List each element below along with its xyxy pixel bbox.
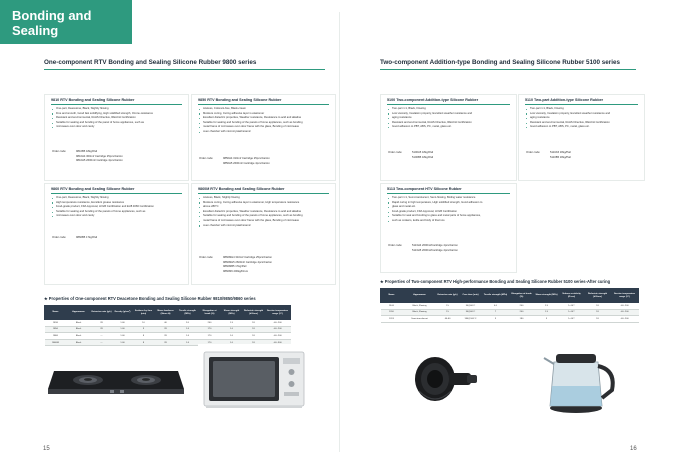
- feature-item: Food-grade product, FDA Approval, LFGB Certification and EU8 4666 Certification: [52, 205, 183, 210]
- order-line: 5100B5 18kg/Pail: [412, 155, 434, 159]
- order-code-block: [199, 157, 270, 166]
- product-card-9860m: [191, 183, 336, 285]
- order-line: 5110A5 18kg/Pail: [550, 151, 571, 154]
- table-cell: 200: [509, 309, 535, 316]
- order-line: 5110B5 18kg/Pail: [550, 155, 571, 159]
- table-cell: 10: [133, 320, 155, 327]
- feature-item: oven chamber with microcrystal/ceramic: [199, 224, 330, 229]
- table-cell: 18: [585, 309, 611, 316]
- table-cell: 28: [91, 326, 113, 333]
- table-cell: 1.00: [113, 333, 133, 340]
- feature-item: Suitable for sealing and bonding of the panels of home appliances, such as bonding: [199, 121, 330, 126]
- column-header: Cure time (min): [459, 289, 483, 303]
- column-header: Service temperature range (°C): [265, 306, 291, 320]
- page-divider: [339, 12, 340, 452]
- table-cell: 9: [133, 326, 155, 333]
- table-cell: Black, Flowing: [403, 303, 437, 310]
- feature-item: oven chamber with microcrystal/ceramic: [199, 130, 330, 135]
- table-cell: Black: [67, 320, 91, 327]
- table-cell: -40~200: [611, 309, 639, 316]
- table-cell: 18: [585, 303, 611, 310]
- feature-item: Fine and smooth, Good fast solidifying, High solidified strength, Ozone-resistance: [52, 112, 183, 117]
- feature-item: Moisture curing, Curing adhesive layer is elastomer: [199, 112, 330, 117]
- order-code-block: [199, 256, 272, 274]
- table-cell: 1.5: [535, 309, 559, 316]
- card-title: 9850 RTV Bonding and Sealing Silicone Rubber: [198, 98, 282, 102]
- column-header: Extrusion rate (g/s): [91, 306, 113, 320]
- order-code-block: [526, 151, 571, 160]
- table-cell: 200: [199, 320, 221, 327]
- order-line: 9860MB5 17kg/Pail: [223, 265, 247, 269]
- table-header-row: [45, 306, 291, 320]
- banner-title: Bonding and Sealing: [12, 8, 92, 38]
- card-title: 5113 Two-component HTV Silicone Rubber: [387, 187, 462, 191]
- table-cell: 9810: [45, 320, 67, 327]
- feature-item: Aceless, Colorant-free, Black-cream: [199, 107, 330, 112]
- table-cell: 1×10¹⁴: [559, 316, 585, 323]
- table-cell: 180@100°C: [459, 316, 483, 323]
- column-header: Appearance: [67, 306, 91, 320]
- table-cell: 30@60°C: [459, 309, 483, 316]
- column-header: Shear strength (MPa): [535, 289, 559, 303]
- product-card-5110: [518, 94, 645, 181]
- table-cell: 1.00: [113, 326, 133, 333]
- feature-item: High temperature resistance, Excellent grease resistance: [52, 201, 183, 206]
- feature-item: Two-part 1:1, Black, Flowing: [388, 107, 511, 112]
- column-header: Surface dry time (min): [133, 306, 155, 320]
- table-cell: 1.00: [113, 320, 133, 327]
- table-cell: Black: [67, 326, 91, 333]
- table-cell: 1×10¹⁴: [559, 309, 585, 316]
- table-cell: 18: [243, 333, 265, 340]
- order-line: 9860MH4 310ml/ Cartridge 25pcs/Carton: [223, 256, 272, 259]
- feature-item: Suitable for seal and bonding to glass and metal parts of home appliances,: [388, 214, 511, 219]
- column-header: Volume resistivity (Ω·cm): [559, 289, 585, 303]
- table-cell: 1×10¹⁴: [559, 303, 585, 310]
- feature-item: One-part, Deacetone, Black, Slightly flowing: [52, 107, 183, 112]
- column-header: Service temperature range (°C): [611, 289, 639, 303]
- feature-item: metal frame of microwave oven door frame with the glass, Bonding of microwave: [199, 219, 330, 224]
- feature-list: [199, 196, 330, 228]
- feature-list: [52, 196, 183, 219]
- card-rule: [198, 193, 329, 194]
- feature-item: Resistant and environmental, RoHS Directive, REACH Certification: [526, 121, 639, 126]
- feature-item: Resistant and environmental, RoHS Directive, REACH Certification: [52, 116, 183, 121]
- feature-list: [526, 107, 639, 130]
- table-cell: 170: [199, 339, 221, 346]
- card-rule: [387, 193, 510, 194]
- feature-item: microwave oven door and cavity: [52, 214, 183, 219]
- feature-item: Resistant and environmental, RoHS Directive, REACH Certification: [388, 121, 511, 126]
- table-cell: -40~300: [265, 339, 291, 346]
- feature-item: Low viscosity, Insulation property, Excellent weather resistance and: [526, 112, 639, 117]
- order-line: 5100A5 18kg/Pail: [412, 151, 434, 154]
- card-title: 9860M RTV Bonding and Sealing Silicone Rubber: [198, 187, 285, 191]
- table-cell: 28: [91, 320, 113, 327]
- table-cell: —: [91, 333, 113, 340]
- table-cell: 15: [437, 303, 459, 310]
- card-title: 5100 Two-component Addition-type Silicone Rubber: [387, 98, 479, 102]
- table-cell: 28: [155, 339, 177, 346]
- card-rule: [387, 104, 510, 105]
- table-cell: 9850: [45, 326, 67, 333]
- table-cell: 3: [483, 316, 509, 323]
- table-cell: 1.6: [177, 339, 199, 346]
- table-cell: 28: [155, 326, 177, 333]
- table-cell: -40~200: [611, 316, 639, 323]
- feature-list: [388, 107, 511, 130]
- order-label: Order code:: [52, 236, 67, 239]
- table-cell: 1.00: [113, 339, 133, 346]
- card-title: 5110 Two-part Addition-type Silicone Rubber: [525, 98, 604, 102]
- table-cell: -40~200: [611, 303, 639, 310]
- feature-item: Rapid curing in high temperature, High solidified strength, Good adhesion to: [388, 201, 511, 206]
- order-label: Order code:: [199, 157, 214, 160]
- column-header: Extrusion rate (g/s): [437, 289, 459, 303]
- table-cell: Black: [67, 339, 91, 346]
- table-cell: 18: [585, 316, 611, 323]
- order-line: 9850H5 2600ml/ Cartridge 4pcs/Carton: [223, 161, 270, 165]
- left-properties-table: [44, 305, 291, 346]
- table-cell: 1.5: [221, 320, 243, 327]
- table-cell: 18: [243, 320, 265, 327]
- card-rule: [198, 104, 329, 105]
- table-row: [381, 303, 639, 310]
- table-cell: 18: [243, 326, 265, 333]
- table-cell: 1.0: [221, 339, 243, 346]
- column-header: Dielectric strength (kV/mm): [585, 289, 611, 303]
- column-header: Shear strength (MPa): [221, 306, 243, 320]
- product-card-9860: [44, 183, 189, 285]
- table-row: [381, 309, 639, 316]
- left-properties-title: ★ Properties of One-component RTV Deacetone Bonding and Sealing Silicone Rubber 9810/9850/9860 series: [44, 296, 256, 301]
- column-header: Dielectric strength (kV/mm): [243, 306, 265, 320]
- order-line: 9850H4 310ml/ Cartridge 25pcs/Carton: [223, 157, 270, 160]
- feature-item: Low viscosity, Insulation property, Excellent weather resistance and: [388, 112, 511, 117]
- table-cell: 200: [509, 303, 535, 310]
- table-cell: 1.6: [177, 333, 199, 340]
- order-line: 9860MH5 2600ml/ Cartridge 4pcs/Carton: [223, 260, 272, 264]
- right-section-rule: [380, 69, 636, 70]
- table-cell: 3: [535, 316, 559, 323]
- order-label: Order code:: [52, 150, 67, 153]
- table-cell: 1.0: [221, 326, 243, 333]
- column-header: Tensile strength (MPa): [177, 306, 199, 320]
- order-line: 9860B5 17kg/Pail: [76, 236, 98, 239]
- left-section-title: One-component RTV Bonding and Sealing Silicone Rubber 9800 series: [44, 59, 257, 66]
- feature-item: Excellent dielectric properties, Weather resistance, Resistance to acid and alkaline: [199, 210, 330, 215]
- order-line: 9810B5 18kg/Pail: [76, 150, 98, 153]
- product-card-5113: [380, 183, 517, 273]
- table-cell: 1.0: [221, 333, 243, 340]
- order-line: 9810H4 300ml/ Cartridge 25pcs/Carton: [76, 154, 123, 158]
- table-row: [45, 320, 291, 327]
- glass-kettle-photo: [536, 340, 624, 416]
- feature-item: microwave oven door and cavity: [52, 125, 183, 130]
- order-code-block: [388, 151, 433, 160]
- column-header: Name: [45, 306, 67, 320]
- table-row: [45, 326, 291, 333]
- table-cell: 5100: [381, 303, 403, 310]
- table-cell: 18: [243, 339, 265, 346]
- table-cell: 4.0: [483, 303, 509, 310]
- order-code-block: [52, 236, 97, 241]
- table-cell: 1.6: [177, 326, 199, 333]
- feature-item: above 280°C: [199, 205, 330, 210]
- table-cell: 8: [133, 339, 155, 346]
- order-line: 9860M6 200kg/Drum: [223, 269, 249, 273]
- order-label: Order code:: [388, 151, 403, 154]
- table-cell: 5113: [381, 316, 403, 323]
- table-cell: Semi-translucent: [403, 316, 437, 323]
- page-number-left: 15: [43, 446, 50, 452]
- table-cell: 2.0: [177, 320, 199, 327]
- feature-item: glass and metal etc.: [388, 205, 511, 210]
- feature-item: Good adhesion to PBT, ABS, PC, metal, glass etc.: [388, 125, 511, 130]
- feature-item: Good adhesion to PBT, ABS, PC, metal, glass etc.: [526, 125, 639, 130]
- feature-list: [388, 196, 511, 224]
- feature-item: metal frame of microwave oven door frame with the glass, Bonding of microwave: [199, 125, 330, 130]
- table-cell: 28: [155, 333, 177, 340]
- table-cell: —: [91, 339, 113, 346]
- feature-item: Food-grade product, FDA Approval, LFGB Certification: [388, 210, 511, 215]
- feature-item: Suitable for sealing and bonding of the panels of home appliances, such as bonding: [199, 214, 330, 219]
- table-row: [381, 316, 639, 323]
- table-cell: -40~200: [265, 326, 291, 333]
- column-header: Tensile strength (MPa): [483, 289, 509, 303]
- feature-item: aging resistance: [526, 116, 639, 121]
- table-cell: 170: [199, 333, 221, 340]
- feature-item: Suitable for sealing and bonding of the panels of home appliances, such as: [52, 210, 183, 215]
- feature-item: aging resistance: [388, 116, 511, 121]
- feature-item: Two-part 1:1, Black, Flowing: [526, 107, 639, 112]
- table-cell: Black, Flowing: [403, 309, 437, 316]
- order-line: 5113H4 2600ml/Cartridge 4pcs/Carton: [412, 244, 458, 247]
- right-properties-title: ★ Properties of Two-component RTV High-performance Bonding and Sealing Silicone Rubber 5100 series-After curing: [380, 279, 611, 284]
- table-cell: -40~200: [265, 333, 291, 340]
- microwave-oven-photo: [198, 344, 310, 412]
- table-cell: 5110: [381, 309, 403, 316]
- column-header: Appearance: [403, 289, 437, 303]
- feature-item: such as cookers, kettle and body of thermos: [388, 219, 511, 224]
- table-cell: -40~200: [265, 320, 291, 327]
- column-header: Name: [381, 289, 403, 303]
- product-card-5100: [380, 94, 517, 181]
- product-card-9850: [191, 94, 336, 181]
- table-row: [45, 333, 291, 340]
- order-label: Order code:: [199, 256, 214, 259]
- car-sensor-photo: [405, 345, 485, 415]
- card-title: 9860 RTV Bonding and Sealing Silicone Rubber: [51, 187, 135, 191]
- order-label: Order code:: [388, 244, 403, 247]
- table-cell: 9860: [45, 333, 67, 340]
- card-rule: [51, 104, 182, 105]
- order-label: Order code:: [526, 151, 541, 154]
- table-cell: 180: [509, 316, 535, 323]
- order-code-block: [52, 150, 123, 164]
- feature-item: Excellent dielectric properties, Weather resistance, Resistance to acid and alkaline: [199, 116, 330, 121]
- feature-item: Two-part 1:1, Semi-translucent, Semi-flowing, Boiling water resistance: [388, 196, 511, 201]
- table-cell: 8: [133, 333, 155, 340]
- order-line: 9810H5 2600ml/ Cartridge 4pcs/Carton: [76, 159, 123, 163]
- column-header: Shore hardness (Shore A): [155, 306, 177, 320]
- feature-list: [199, 107, 330, 135]
- column-header: Elongation at break (%): [509, 289, 535, 303]
- table-cell: 15: [437, 309, 459, 316]
- table-cell: 9860M: [45, 339, 67, 346]
- column-header: Elongation at break (%): [199, 306, 221, 320]
- product-card-9810: [44, 94, 189, 181]
- feature-item: Aceless, Black, Slightly flowing: [199, 196, 330, 201]
- table-cell: 170: [199, 326, 221, 333]
- card-title: 9810 RTV Bonding and Sealing Silicone Rubber: [51, 98, 135, 102]
- column-header: Density (g/cm³): [113, 306, 133, 320]
- feature-item: Suitable for sealing and bonding of the panel of home appliances, such as: [52, 121, 183, 126]
- table-cell: Black: [67, 333, 91, 340]
- table-cell: 7: [483, 309, 509, 316]
- card-rule: [525, 104, 638, 105]
- table-cell: 40: [155, 320, 177, 327]
- right-section-title: Two-component Addition-type Bonding and Sealing Silicone Rubber 5100 series: [380, 59, 621, 66]
- left-section-rule: [44, 69, 325, 70]
- table-header-row: [381, 289, 639, 303]
- right-properties-table: [380, 288, 639, 323]
- page-number-right: 16: [630, 446, 637, 452]
- table-cell: 2.5: [535, 303, 559, 310]
- feature-list: [52, 107, 183, 130]
- table-cell: 30@60°C: [459, 303, 483, 310]
- card-rule: [51, 193, 182, 194]
- feature-item: One-part, Deacetone, Black, Slightly flowing: [52, 196, 183, 201]
- feature-item: Moisture curing, Curing adhesive layer is elastomer, High temperature resistance: [199, 201, 330, 206]
- gas-stove-photo: [48, 353, 186, 408]
- order-code-block: [388, 244, 458, 253]
- table-cell: 40-60: [437, 316, 459, 323]
- order-line: 5113H5 2600ml/Cartridge 4pcs/Carton: [412, 248, 458, 252]
